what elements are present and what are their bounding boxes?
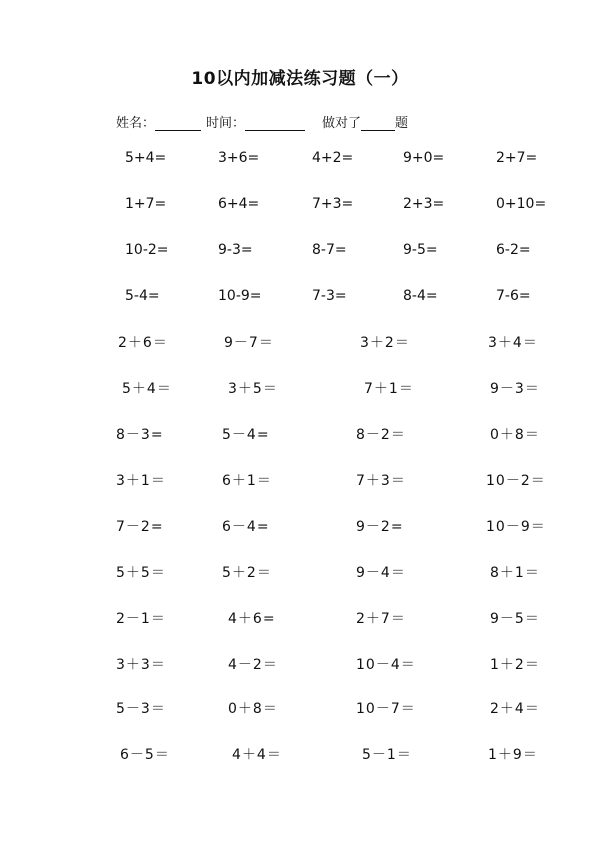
problem-item: 9-3= bbox=[218, 242, 253, 258]
problem-item: 10-2= bbox=[125, 242, 169, 258]
problem-item: 3＋1＝ bbox=[116, 473, 166, 489]
problem-item: 3＋4＝ bbox=[488, 335, 538, 351]
problem-item: 2－1＝ bbox=[116, 611, 166, 627]
problem-item: 5－1＝ bbox=[362, 747, 412, 763]
problem-item: 0＋8＝ bbox=[228, 701, 278, 717]
problem-item: 4＋6= bbox=[228, 611, 276, 627]
problem-item: 6＋1＝ bbox=[222, 473, 272, 489]
problem-item: 2+7= bbox=[496, 150, 538, 166]
problem-item: 7-3= bbox=[312, 288, 347, 304]
problem-item: 4－2＝ bbox=[228, 657, 278, 673]
problem-item: 7+3= bbox=[312, 196, 354, 212]
problem-item: 10-9= bbox=[218, 288, 262, 304]
problem-item: 1＋2＝ bbox=[490, 657, 540, 673]
score-blank[interactable] bbox=[361, 116, 395, 131]
score-field[interactable] bbox=[322, 112, 408, 131]
problem-item: 10－9＝ bbox=[486, 519, 546, 535]
problem-item: 4+2= bbox=[312, 150, 354, 166]
time-label: 时间： bbox=[206, 116, 246, 131]
time-field[interactable] bbox=[206, 112, 305, 131]
problem-item: 8－3= bbox=[116, 427, 164, 443]
problem-item: 2＋4＝ bbox=[490, 701, 540, 717]
problem-item: 9－2= bbox=[356, 519, 404, 535]
page-title: 10以内加减法练习题（一） bbox=[191, 69, 409, 89]
name-label: 姓名： bbox=[116, 116, 156, 131]
problem-item: 1＋9＝ bbox=[488, 747, 538, 763]
problem-item: 5＋4＝ bbox=[122, 381, 172, 397]
problem-item: 5＋2＝ bbox=[222, 565, 272, 581]
problem-item: 6－5＝ bbox=[120, 747, 170, 763]
correct-suffix: 题 bbox=[395, 116, 409, 131]
problem-item: 0+10= bbox=[496, 196, 547, 212]
problem-item: 2+3= bbox=[403, 196, 445, 212]
problem-item: 2＋6＝ bbox=[118, 335, 168, 351]
problem-item: 10－7＝ bbox=[356, 701, 416, 717]
problem-item: 6+4= bbox=[218, 196, 260, 212]
problem-item: 5－3＝ bbox=[116, 701, 166, 717]
time-blank[interactable] bbox=[245, 116, 305, 131]
problem-item: 5＋5＝ bbox=[116, 565, 166, 581]
problem-item: 8＋1＝ bbox=[490, 565, 540, 581]
problem-item: 9－3＝ bbox=[490, 381, 540, 397]
problem-item: 7－2= bbox=[116, 519, 164, 535]
problem-item: 8-7= bbox=[312, 242, 347, 258]
correct-prefix: 做对了 bbox=[322, 116, 362, 131]
problem-item: 9－4＝ bbox=[356, 565, 406, 581]
problem-item: 8-4= bbox=[403, 288, 438, 304]
problem-item: 9－5＝ bbox=[490, 611, 540, 627]
problem-item: 5+4= bbox=[125, 150, 167, 166]
problem-item: 7＋1＝ bbox=[364, 381, 414, 397]
problem-item: 3＋3＝ bbox=[116, 657, 166, 673]
problem-item: 7-6= bbox=[496, 288, 531, 304]
problem-item: 9－7＝ bbox=[224, 335, 274, 351]
problem-item: 6-2= bbox=[496, 242, 531, 258]
problem-item: 3＋5＝ bbox=[228, 381, 278, 397]
problem-item: 7＋3＝ bbox=[356, 473, 406, 489]
problem-item: 0＋8＝ bbox=[490, 427, 540, 443]
problem-item: 10－4＝ bbox=[356, 657, 416, 673]
problem-item: 5－4= bbox=[222, 427, 270, 443]
problem-item: 5-4= bbox=[125, 288, 160, 304]
name-field[interactable] bbox=[116, 112, 201, 131]
problem-item: 8－2＝ bbox=[356, 427, 406, 443]
problem-item: 9-5= bbox=[403, 242, 438, 258]
problem-item: 4＋4＝ bbox=[232, 747, 282, 763]
problem-item: 10－2＝ bbox=[486, 473, 546, 489]
name-blank[interactable] bbox=[155, 116, 201, 131]
problem-item: 9+0= bbox=[403, 150, 445, 166]
problem-item: 2＋7＝ bbox=[356, 611, 406, 627]
problem-item: 1+7= bbox=[125, 196, 167, 212]
problem-item: 3＋2＝ bbox=[360, 335, 410, 351]
problem-item: 3+6= bbox=[218, 150, 260, 166]
problem-item: 6－4= bbox=[222, 519, 270, 535]
